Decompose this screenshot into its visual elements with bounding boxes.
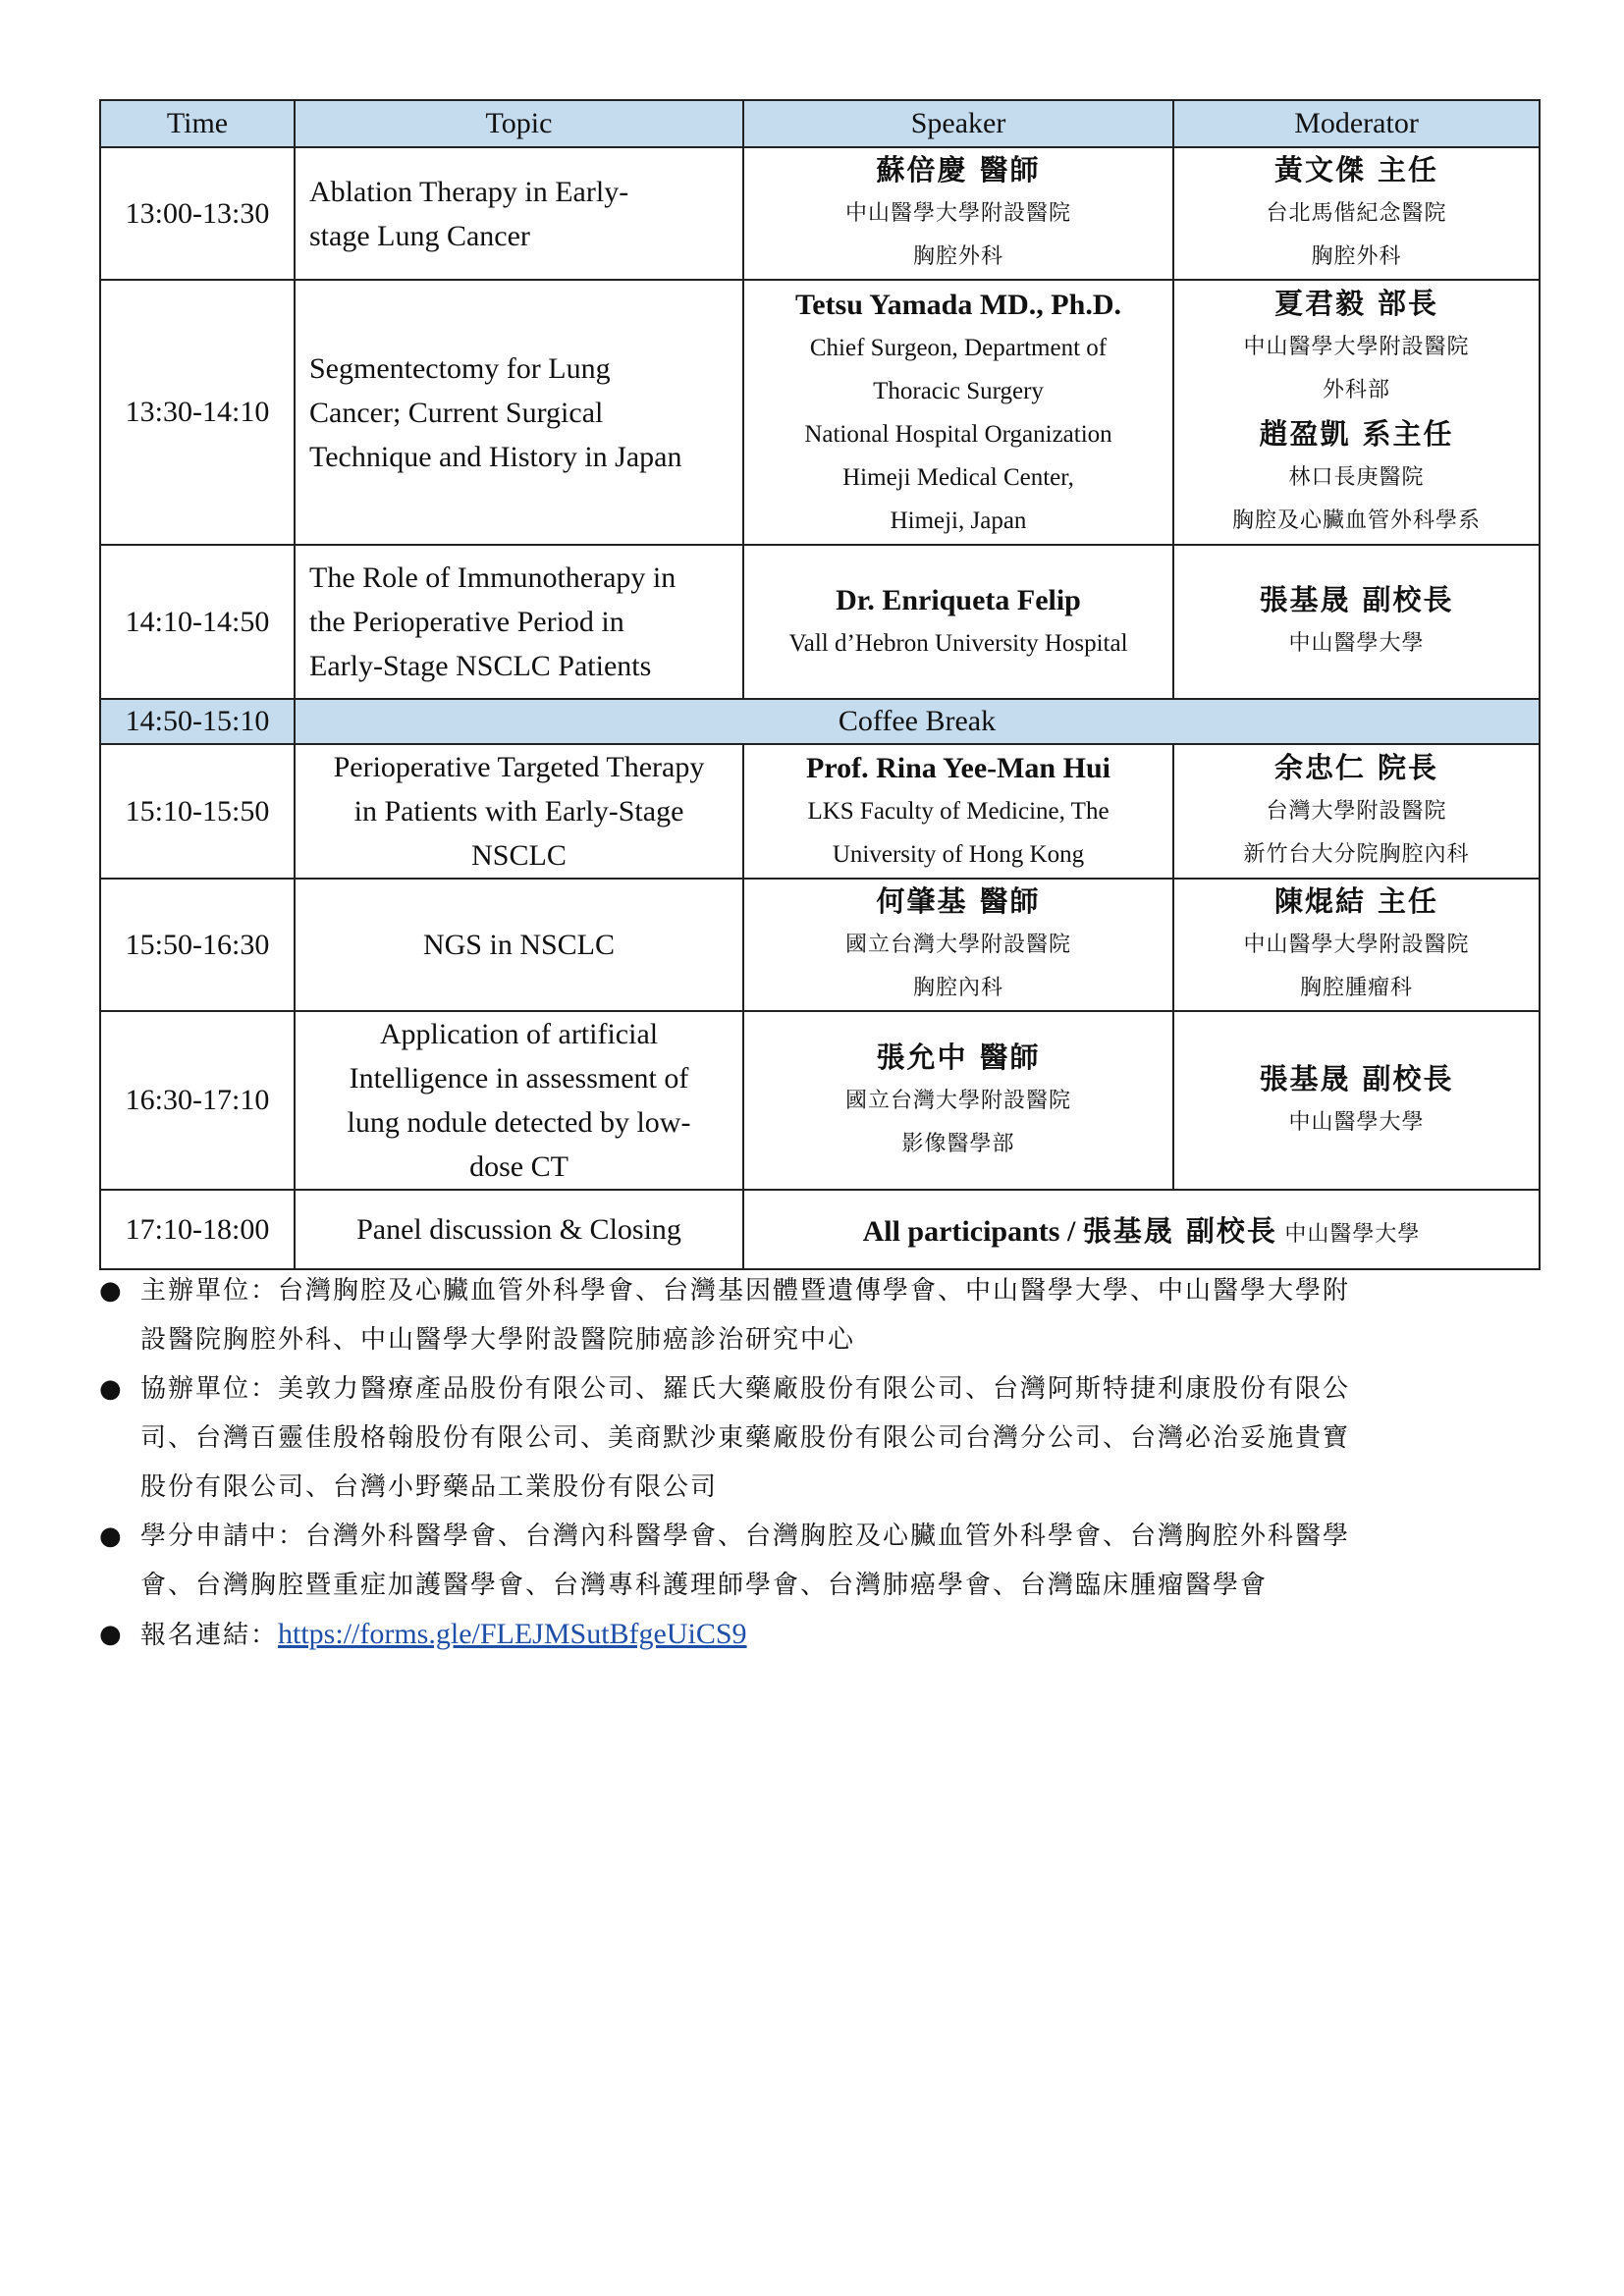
time-cell: 14:10-14:50	[100, 545, 295, 699]
speaker-affiliation: Chief Surgeon, Department of	[809, 334, 1108, 361]
credits-note	[99, 1512, 1539, 1610]
speaker-affiliation: Thoracic Surgery	[873, 377, 1044, 404]
speaker-affiliation: 國立台灣大學附設醫院	[844, 1088, 1071, 1113]
table-row	[100, 879, 1540, 1011]
bullet-icon: ●	[99, 1374, 124, 1404]
topic-cell	[295, 879, 743, 1011]
speaker-cell	[743, 545, 1173, 699]
moderator-name: 夏君毅 部長	[1273, 287, 1439, 320]
moderator-affiliation: 胸腔腫瘤科	[1299, 976, 1413, 1000]
topic-line: NGS in NSCLC	[422, 929, 616, 961]
closing-participants: All participants /	[862, 1215, 1076, 1248]
topic-line: Intelligence in assessment of	[349, 1062, 689, 1095]
moderator-affiliation: 台北馬偕紀念醫院	[1266, 201, 1447, 226]
closing-speaker-name: 張基晟 副校長	[1082, 1214, 1277, 1248]
speaker-name: Tetsu Yamada MD., Ph.D.	[795, 288, 1121, 321]
registration-label: 報名連結：	[140, 1621, 279, 1650]
header-topic: Topic	[295, 100, 743, 147]
header-speaker: Speaker	[743, 100, 1173, 147]
note-line: 協辦單位：美敦力醫療產品股份有限公司、羅氏大藥廠股份有限公司、台灣阿斯特捷利康股份有限公	[140, 1374, 1351, 1404]
speaker-affiliation: 胸腔外科	[912, 244, 1003, 269]
time-cell: 16:30-17:10	[100, 1011, 295, 1190]
moderator-name: 黃文傑 主任	[1273, 153, 1439, 187]
moderator-cell	[1173, 1011, 1540, 1190]
table-row	[100, 744, 1540, 879]
note-line: 設醫院胸腔外科、中山醫學大學附設醫院肺癌診治研究中心	[140, 1325, 856, 1355]
header-moderator: Moderator	[1173, 100, 1540, 147]
moderator-name: 余忠仁 院長	[1273, 751, 1439, 784]
moderator-name: 張基晟 副校長	[1259, 1061, 1454, 1095]
header-time: Time	[100, 100, 295, 147]
topic-line: lung nodule detected by low-	[347, 1106, 691, 1139]
speaker-affiliation: Himeji, Japan	[890, 507, 1027, 534]
topic-cell	[295, 1011, 743, 1190]
bullet-icon: ●	[99, 1620, 124, 1649]
topic-line: Segmentectomy for Lung	[309, 351, 611, 385]
speaker-affiliation: 胸腔內科	[912, 976, 1003, 1000]
moderator-cell	[1173, 280, 1540, 545]
moderator-affiliation: 林口長庚醫院	[1288, 465, 1425, 490]
moderator-affiliation: 台灣大學附設醫院	[1266, 799, 1447, 824]
moderator-affiliation: 外科部	[1322, 378, 1390, 402]
moderator-affiliation: 中山醫學大學附設醫院	[1243, 335, 1470, 359]
speaker-affiliation: Vall d’Hebron University Hospital	[788, 630, 1128, 657]
moderator-name: 陳焜結 主任	[1273, 884, 1439, 918]
speaker-affiliation: 中山醫學大學附設醫院	[844, 201, 1071, 226]
topic-line: in Patients with Early-Stage	[353, 795, 684, 828]
note-line: 股份有限公司、台灣小野藥品工業股份有限公司	[140, 1472, 719, 1502]
topic-line: Perioperative Targeted Therapy	[333, 751, 705, 783]
topic-line: the Perioperative Period in	[309, 606, 624, 638]
moderator-affiliation: 中山醫學大學	[1288, 631, 1425, 656]
speaker-name: 何肇基 醫師	[876, 884, 1041, 918]
speaker-cell	[743, 147, 1173, 280]
speaker-affiliation: University of Hong Kong	[832, 841, 1085, 868]
moderator-affiliation: 中山醫學大學	[1288, 1109, 1425, 1135]
topic-line: The Role of Immunotherapy in	[309, 561, 677, 594]
topic-cell	[295, 744, 743, 879]
time-cell: 13:00-13:30	[100, 147, 295, 280]
topic-line: Cancer; Current Surgical	[309, 396, 604, 429]
topic-line: NSCLC	[471, 839, 567, 872]
speaker-affiliation: LKS Faculty of Medicine, The	[807, 798, 1110, 825]
note-line: 司、台灣百靈佳殷格翰股份有限公司、美商默沙東藥廠股份有限公司台灣分公司、台灣必治妥施貴寶	[140, 1423, 1351, 1453]
speaker-cell	[743, 879, 1173, 1011]
speaker-cell	[743, 280, 1173, 545]
moderator-cell	[1173, 744, 1540, 879]
note-line: 會、台灣胸腔暨重症加護醫學會、台灣專科護理師學會、台灣肺癌學會、台灣臨床腫瘤醫學會	[140, 1571, 1269, 1600]
moderator-affiliation: 胸腔外科	[1311, 244, 1402, 269]
closing-row	[100, 1190, 1540, 1269]
time-cell: 15:50-16:30	[100, 879, 295, 1011]
topic-cell	[295, 147, 743, 280]
closing-speaker-cell	[743, 1190, 1540, 1269]
moderator-cell	[1173, 545, 1540, 699]
moderator-name: 張基晟 副校長	[1259, 583, 1454, 616]
table-row	[100, 147, 1540, 280]
speaker-name: 蘇倍慶 醫師	[876, 153, 1041, 187]
co-organizer-note	[99, 1364, 1539, 1512]
time-cell: 17:10-18:00	[100, 1190, 295, 1269]
topic-line: Ablation Therapy in Early-	[309, 175, 629, 208]
topic-line: dose CT	[469, 1150, 568, 1183]
moderator-affiliation: 中山醫學大學附設醫院	[1243, 933, 1470, 957]
registration-link[interactable]: https://forms.gle/FLEJMSutBfgeUiCS9	[278, 1618, 747, 1650]
speaker-cell	[743, 744, 1173, 879]
topic-line: stage Lung Cancer	[309, 219, 530, 252]
speaker-name: 張允中 醫師	[876, 1040, 1041, 1074]
table-row	[100, 1011, 1540, 1190]
speaker-cell	[743, 1011, 1173, 1190]
time-cell: 15:10-15:50	[100, 744, 295, 879]
topic-line: Technique and History in Japan	[309, 440, 682, 473]
note-line: 學分申請中：台灣外科醫學會、台灣內科醫學會、台灣胸腔及心臟血管外科學會、台灣胸腔外科醫學	[140, 1522, 1351, 1551]
bullet-icon: ●	[99, 1276, 124, 1306]
topic-cell: Panel discussion & Closing	[295, 1190, 743, 1269]
speaker-name: Dr. Enriqueta Felip	[836, 584, 1081, 616]
moderator-cell	[1173, 879, 1540, 1011]
closing-speaker-org: 中山醫學大學	[1284, 1222, 1421, 1247]
organizer-note	[99, 1266, 1539, 1364]
header-row	[100, 100, 1540, 147]
speaker-affiliation: 國立台灣大學附設醫院	[844, 933, 1071, 957]
topic-cell	[295, 545, 743, 699]
registration-note	[99, 1610, 1539, 1660]
time-cell: 14:50-15:10	[100, 699, 295, 744]
bullet-icon: ●	[99, 1522, 124, 1551]
table-row	[100, 280, 1540, 545]
speaker-affiliation: Himeji Medical Center,	[842, 463, 1074, 491]
moderator-name: 趙盈凱 系主任	[1259, 417, 1454, 451]
break-label: Coffee Break	[295, 699, 1540, 744]
speaker-affiliation: National Hospital Organization	[804, 420, 1112, 448]
note-line: 主辦單位：台灣胸腔及心臟血管外科學會、台灣基因體暨遺傳學會、中山醫學大學、中山醫學大學附	[140, 1276, 1351, 1306]
schedule-table	[99, 99, 1541, 1270]
notes-list	[99, 1266, 1539, 1660]
moderator-affiliation: 胸腔及心臟血管外科學系	[1231, 508, 1481, 533]
moderator-affiliation: 新竹台大分院胸腔內科	[1243, 842, 1470, 867]
time-cell: 13:30-14:10	[100, 280, 295, 545]
topic-line: Application of artificial	[379, 1018, 659, 1050]
table-row	[100, 545, 1540, 699]
speaker-name: Prof. Rina Yee-Man Hui	[806, 752, 1110, 784]
topic-line: Early-Stage NSCLC Patients	[309, 650, 652, 682]
speaker-affiliation: 影像醫學部	[901, 1131, 1015, 1156]
topic-cell	[295, 280, 743, 545]
moderator-cell	[1173, 147, 1540, 280]
break-row	[100, 699, 1540, 744]
